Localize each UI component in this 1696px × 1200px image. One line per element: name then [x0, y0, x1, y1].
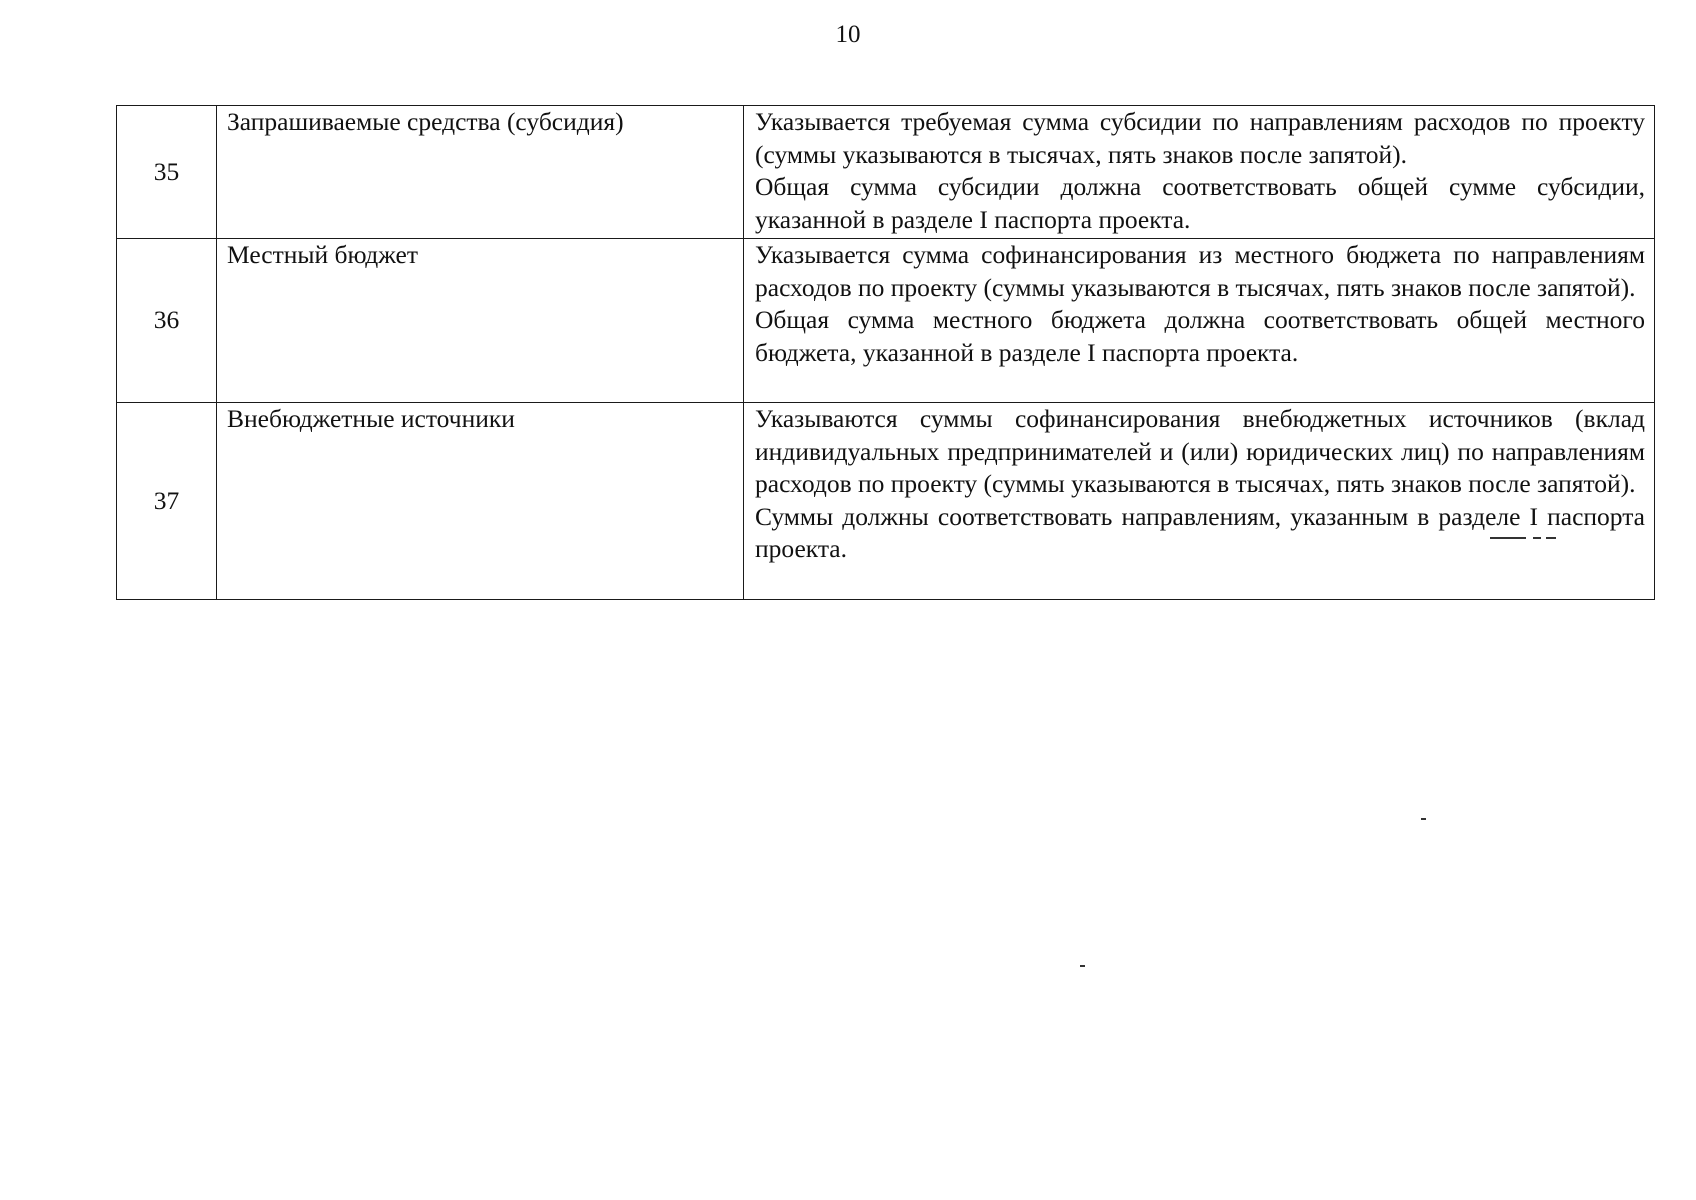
table-row [117, 239, 1655, 403]
row-name: Внебюджетные источники [217, 403, 744, 600]
table-row [117, 403, 1655, 600]
row-description [744, 106, 1655, 239]
page-number: 10 [835, 21, 861, 48]
description-paragraph: Указывается сумма софинансирования из местного бюджета по направлениям расходов по проекту (суммы указываются в тысячах, пять знаков после запятой). [755, 240, 1645, 302]
scan-mark [1421, 818, 1426, 820]
table-row [117, 106, 1655, 239]
scan-mark [1490, 537, 1526, 539]
row-number: 36 [117, 239, 217, 403]
row-description [744, 403, 1655, 600]
row-name: Местный бюджет [217, 239, 744, 403]
description-paragraph: Общая сумма субсидии должна соответствовать общей сумме субсидии, указанной в разделе I паспорта проекта. [755, 172, 1645, 234]
requirements-table [116, 105, 1655, 600]
row-name: Запрашиваемые средства (субсидия) [217, 106, 744, 239]
row-description [744, 239, 1655, 403]
row-number: 37 [117, 403, 217, 600]
description-paragraph: Общая сумма местного бюджета должна соответствовать общей местного бюджета, указанной в разделе I паспорта проекта. [755, 305, 1645, 367]
description-paragraph: Указываются суммы софинансирования внебюджетных источников (вклад индивидуальных предпринимателей и (или) юридических лиц) по направлениям расходов по проекту (суммы указываются в тысячах, пять знаков после запятой). [755, 404, 1645, 498]
scan-mark [1080, 965, 1085, 967]
scan-mark [1533, 537, 1541, 539]
description-paragraph: Суммы должны соответствовать направлениям, указанным в разделе I паспорта проекта. [755, 501, 1645, 563]
row-number: 35 [117, 106, 217, 239]
scan-mark [1546, 537, 1556, 539]
description-paragraph: Указывается требуемая сумма субсидии по направлениям расходов по проекту (суммы указываются в тысячах, пять знаков после запятой). [755, 107, 1645, 169]
